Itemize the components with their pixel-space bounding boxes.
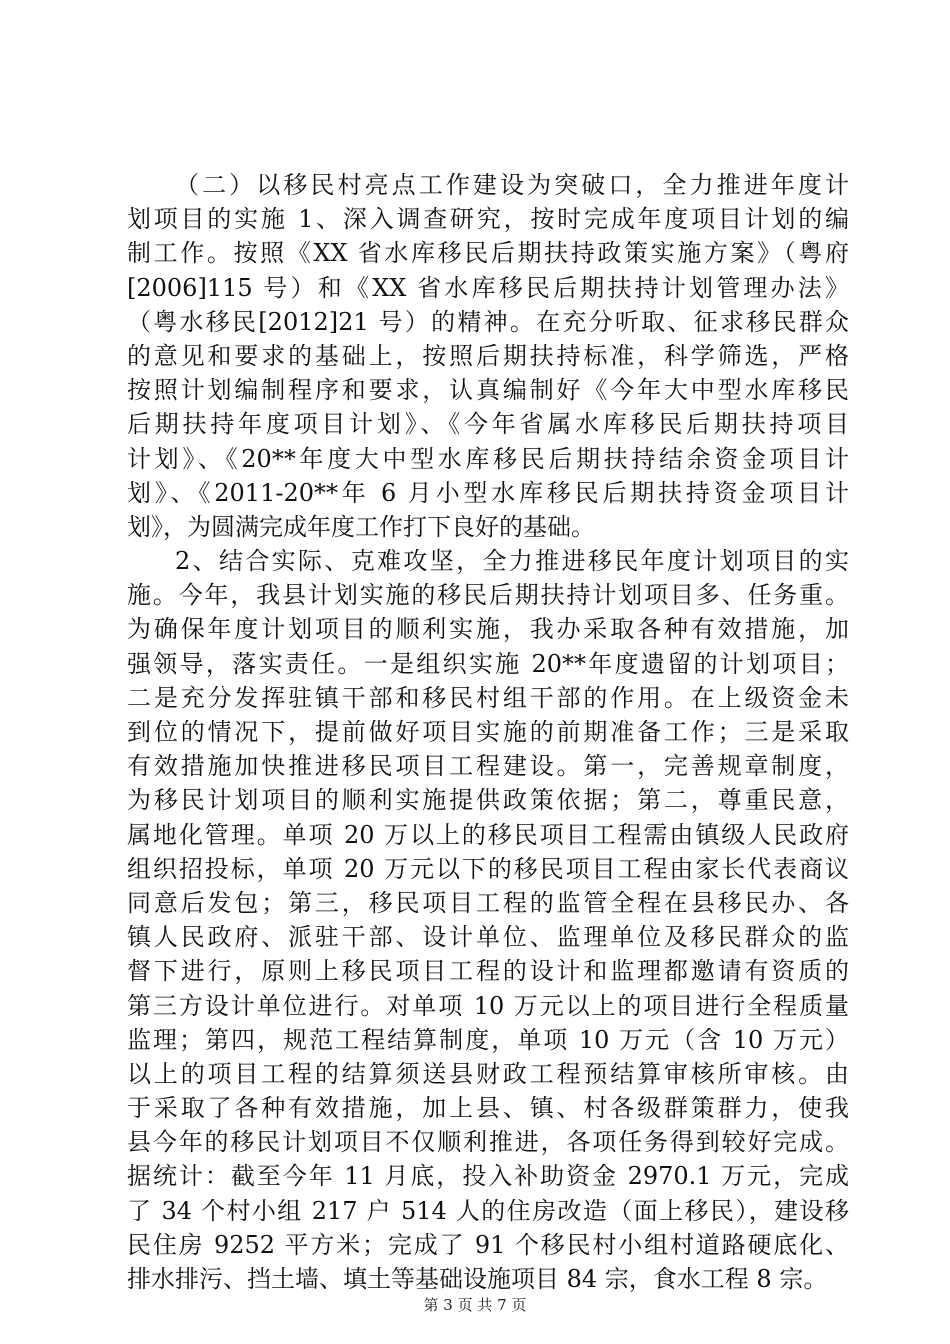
text-line: 有效措施加快推进移民项目工程建设。第一，完善规章制度， [127, 752, 849, 781]
text-line: 强领导，落实责任。一是组织实施 20**年度遗留的计划项目； [127, 649, 849, 678]
text-line: 镇人民政府、派驻干部、设计单位、监理单位及移民群众的监 [127, 923, 849, 952]
text-line: [2006]115 号）和《XX 省水库移民后期扶持计划管理办法》 [127, 273, 849, 302]
document-body [127, 168, 849, 1296]
text-line: 计划》、《20**年度大中型水库移民后期扶持结余资金项目计 [127, 444, 849, 473]
text-line: （二）以移民村亮点工作建设为突破口，全力推进年度计 [175, 171, 849, 199]
text-line: 于采取了各种有效措施，加上县、镇、村各级群策群力，使我 [127, 1094, 849, 1123]
text-line: 按照计划编制程序和要求，认真编制好《今年大中型水库移民 [127, 376, 849, 405]
text-line: 为移民计划项目的顺利实施提供政策依据；第二，尊重民意， [127, 786, 849, 815]
text-line: 划》，为圆满完成年度工作打下良好的基础。 [127, 512, 595, 541]
text-line: 以上的项目工程的结算须送县财政工程预结算审核所审核。由 [127, 1059, 849, 1088]
text-line: 施。今年，我县计划实施的移民后期扶持计划项目多、任务重。 [127, 581, 849, 610]
text-line: 划》、《2011-20**年 6 月小型水库移民后期扶持资金项目计 [127, 478, 849, 507]
text-line: 同意后发包；第三，移民项目工程的监管全程在县移民办、各 [127, 888, 849, 917]
text-line: 民住房 9252 平方米；完成了 91 个移民村小组村道路硬底化、 [127, 1230, 849, 1259]
text-line: 督下进行，原则上移民项目工程的设计和监理都邀请有资质的 [127, 957, 849, 986]
text-line: 为确保年度计划项目的顺利实施，我办采取各种有效措施，加 [127, 615, 849, 644]
text-line: 县今年的移民计划项目不仅顺利推进，各项任务得到较好完成。 [127, 1128, 849, 1157]
text-line: 排水排污、挡土墙、填土等基础设施项目 84 宗，食水工程 8 宗。 [127, 1265, 828, 1293]
text-line: 到位的情况下，提前做好项目实施的前期准备工作；三是采取 [127, 718, 849, 746]
text-line: 据统计：截至今年 11 月底，投入补助资金 2970.1 万元，完成 [127, 1162, 849, 1191]
text-line: 的意见和要求的基础上，按照后期扶持标准，科学筛选，严格 [127, 341, 849, 370]
text-line: 组织招投标，单项 20 万元以下的移民项目工程由家长代表商议 [127, 854, 849, 883]
text-line: 属地化管理。单项 20 万以上的移民项目工程需由镇级人民政府 [127, 820, 849, 849]
text-line: 制工作。按照《XX 省水库移民后期扶持政策实施方案》（粤府 [127, 239, 849, 268]
text-line: （粤水移民[2012]21 号）的精神。在充分听取、征求移民群众 [127, 307, 849, 336]
text-line: 二是充分发挥驻镇干部和移民村组干部的作用。在上级资金未 [127, 683, 849, 712]
text-line: 划项目的实施 1、深入调查研究，按时完成年度项目计划的编 [127, 205, 849, 234]
page-number-footer: 第 3 页 共 7 页 [423, 1296, 527, 1314]
text-line: 了 34 个村小组 217 户 514 人的住房改造（面上移民），建设移 [127, 1196, 849, 1225]
text-line: 后期扶持年度项目计划》、《今年省属水库移民后期扶持项目 [127, 410, 849, 439]
text-line: 第三方设计单位进行。对单项 10 万元以上的项目进行全程质量 [127, 991, 849, 1020]
text-line: 监理；第四，规范工程结算制度，单项 10 万元（含 10 万元） [127, 1025, 849, 1054]
text-line: 2、结合实际、克难攻坚，全力推进移民年度计划项目的实 [175, 547, 849, 576]
